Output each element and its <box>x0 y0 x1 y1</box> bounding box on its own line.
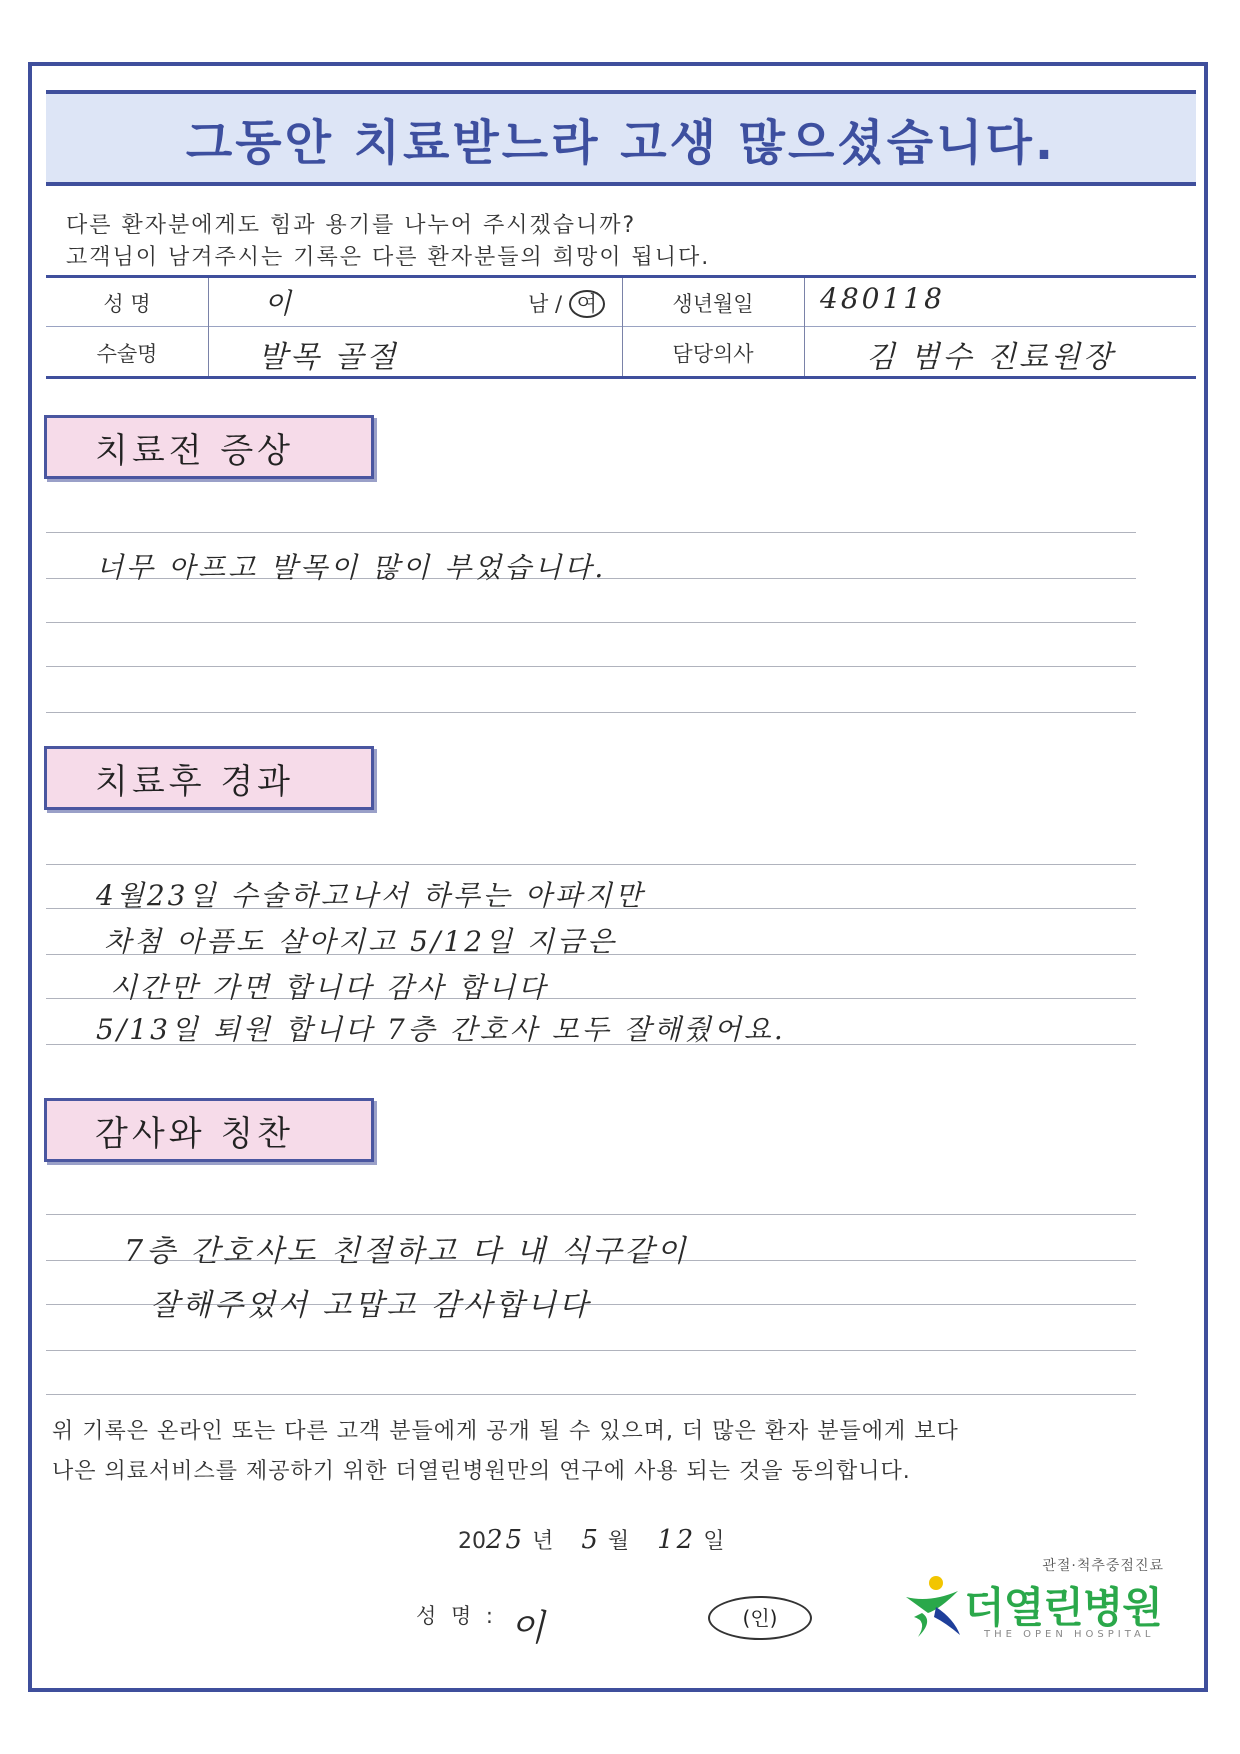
gender-field <box>528 288 605 318</box>
section-thanks-header <box>44 1098 374 1162</box>
date-day-unit: 일 <box>703 1529 725 1554</box>
signature-label: 성 명 : <box>416 1604 497 1628</box>
writing-rule <box>46 622 1136 623</box>
thanks-line-2: 잘해주었서 고맙고 감사합니다 <box>150 1288 591 1323</box>
info-table-col-divider-3 <box>804 278 805 376</box>
surgery-value: 발목 골절 <box>258 340 399 375</box>
writing-rule <box>46 1214 1136 1215</box>
after-line-2: 차첨 아픔도 살아지고 5/12일 지금은 <box>104 925 618 958</box>
info-table-bottom-border <box>46 376 1196 379</box>
section-thanks-title: 감사와 칭찬 <box>95 1113 295 1154</box>
page-title: 그동안 치료받느라 고생 많으셨습니다. <box>185 114 1057 171</box>
signature-seal: (인) <box>708 1596 812 1640</box>
section-before-header <box>44 415 374 479</box>
consent-line-1: 위 기록은 온라인 또는 다른 고객 분들에게 공개 될 수 있으며, 더 많은 환자 분들에게 보다 <box>52 1419 959 1444</box>
after-line-1: 4월23일 수술하고나서 하루는 아파지만 <box>96 879 645 912</box>
writing-rule <box>46 1350 1136 1351</box>
doctor-label: 담당의사 <box>672 342 754 366</box>
date-year-unit: 년 <box>532 1529 554 1554</box>
after-line-4: 5/13일 퇴원 합니다 7층 간호사 모두 잘해줬어요. <box>96 1013 786 1046</box>
writing-rule <box>46 1394 1136 1395</box>
date-line <box>458 1524 725 1555</box>
name-value: 이 <box>264 287 295 320</box>
writing-rule <box>46 532 1136 533</box>
thanks-line-1: 7층 간호사도 친절하고 다 내 식구같이 <box>124 1234 689 1269</box>
signature-name-hand: 이 <box>510 1608 548 1649</box>
gender-female: 여 <box>569 290 605 318</box>
date-year-prefix: 20 <box>458 1529 486 1554</box>
before-line-1: 너무 아프고 발목이 많이 부었습니다. <box>96 551 607 584</box>
consent-line-2: 나은 의료서비스를 제공하기 위한 더열린병원만의 연구에 사용 되는 것을 동의합니다. <box>52 1459 911 1484</box>
logo-name <box>964 1575 1162 1635</box>
name-label: 성 명 <box>103 292 151 316</box>
doctor-value: 김 범수 진료원장 <box>866 340 1115 375</box>
title-banner <box>46 90 1196 186</box>
gender-male: 남 <box>528 292 549 316</box>
date-month-unit: 월 <box>607 1529 630 1554</box>
logo-english: THE OPEN HOSPITAL <box>984 1629 1155 1640</box>
birth-value: 480118 <box>820 282 945 315</box>
writing-rule <box>46 712 1136 713</box>
info-table-top-border <box>46 275 1196 278</box>
intro-line-2: 고객님이 남겨주시는 기록은 다른 환자분들의 희망이 됩니다. <box>66 245 711 270</box>
intro-line-1: 다른 환자분에게도 힘과 용기를 나누어 주시겠습니까? <box>66 213 637 238</box>
section-after-header <box>44 746 374 810</box>
hospital-logo <box>900 1555 1190 1655</box>
date-month-hand: 5 <box>581 1525 601 1555</box>
section-before-title: 치료전 증상 <box>95 430 295 471</box>
date-year-hand: 25 <box>486 1525 526 1555</box>
writing-rule <box>46 864 1136 865</box>
gender-separator: / <box>554 292 563 316</box>
writing-rule <box>46 666 1136 667</box>
surgery-label: 수술명 <box>96 342 158 366</box>
logo-name-text: 더열린병원 <box>964 1583 1162 1632</box>
section-after-title: 치료후 경과 <box>95 761 295 802</box>
info-table-row-divider <box>46 326 1196 327</box>
after-line-3: 시간만 가면 합니다 감사 합니다 <box>110 971 549 1004</box>
logo-tagline: 관절·척추중점진료 <box>1042 1558 1164 1574</box>
info-table-col-divider-1 <box>208 278 209 376</box>
date-day-hand: 12 <box>657 1525 697 1555</box>
birth-label: 생년월일 <box>672 292 754 316</box>
logo-figure-icon <box>900 1573 966 1639</box>
